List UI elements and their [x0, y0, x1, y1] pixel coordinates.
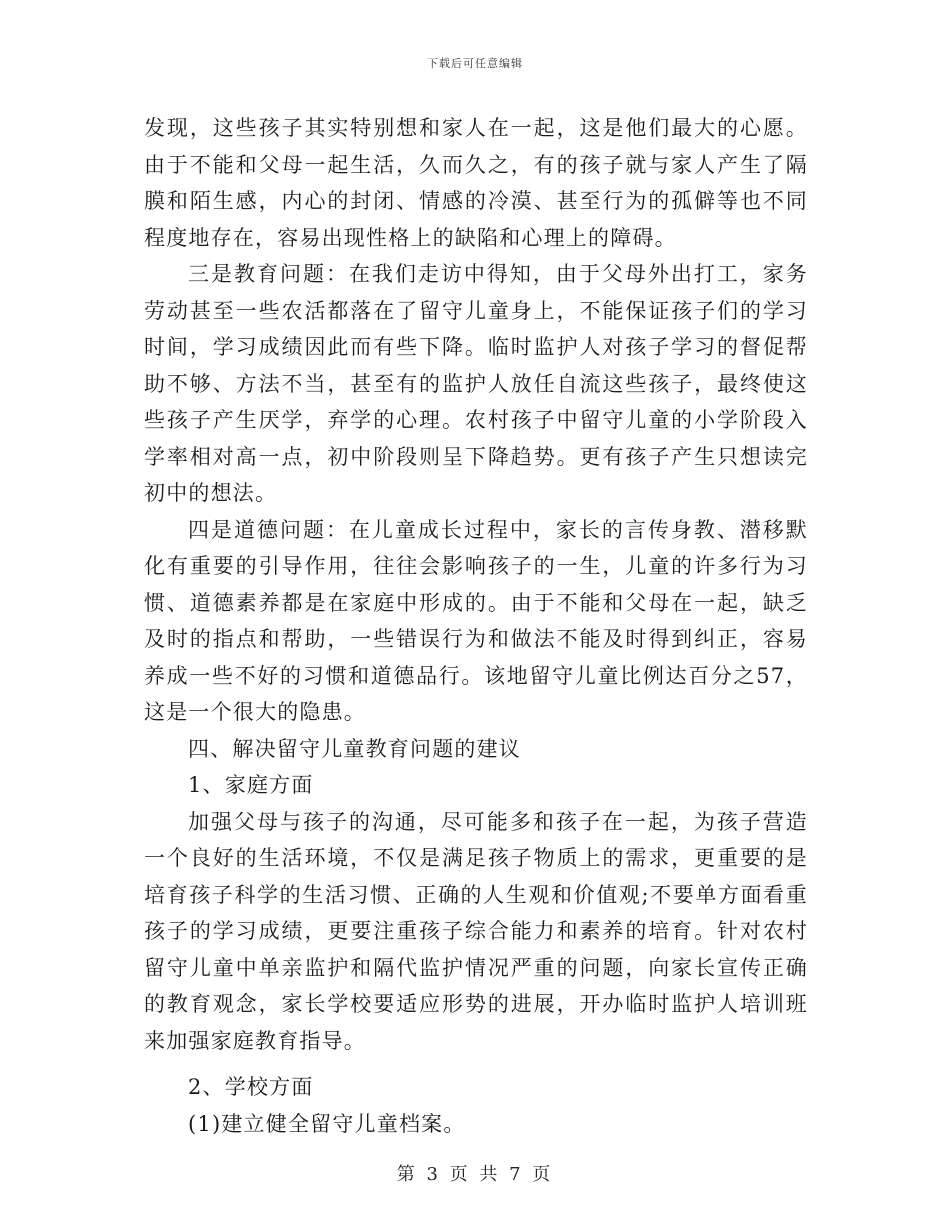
paragraph-family: 加强父母与孩子的沟通，尽可能多和孩子在一起，为孩子营造一个良好的生活环境，不仅是满足孩子物质上的需求，更重要的是培育孩子科学的生活习惯、正确的人生观和价值观;不要单方面看重孩子的学习成绩，更要注重孩子综合能力和素养的培育。针对农村留守儿童中单亲监护和隔代监护情况严重的问题，向家长宣传正确的教育观念，家长学校要适应形势的进展，开办临时监护人培训班来加强家庭教育指导。 — [144, 809, 808, 1053]
document-body — [144, 110, 808, 1142]
list-item-school-records: (1)建立健全留守儿童档案。 — [188, 1111, 466, 1136]
page-footer: 第 3 页 共 7 页 — [396, 1164, 554, 1185]
paragraph-continuation: 发现，这些孩子其实特别想和家人在一起，这是他们最大的心愿。由于不能和父母一起生活，久而久之，有的孩子就与家人产生了隔膜和陌生感，内心的封闭、情感的冷漠、甚至行为的孤僻等也不同程度地存在，容易出现性格上的缺陷和心理上的障碍。 — [144, 116, 808, 250]
section-heading-suggestions: 四、解决留守儿童教育问题的建议 — [188, 736, 521, 761]
subheading-school: 2、学校方面 — [188, 1075, 314, 1099]
paragraph-education-problem: 三是教育问题：在我们走访中得知，由于父母外出打工，家务劳动甚至一些农活都落在了留守儿童身上，不能保证孩子们的学习时间，学习成绩因此而有些下降。临时监护人对孩子学习的督促帮助不够、方法不当，甚至有的监护人放任自流这些孩子，最终使这些孩子产生厌学，弃学的心理。农村孩子中留守儿童的小学阶段入学率相对高一点，初中阶段则呈下降趋势。更有孩子产生只想读完初中的想法。 — [144, 262, 808, 505]
page-header: 下载后可任意编辑 — [427, 57, 523, 70]
subheading-family: 1、家庭方面 — [188, 773, 314, 797]
paragraph-moral-problem: 四是道德问题：在儿童成长过程中，家长的言传身教、潜移默化有重要的引导作用，往往会影响孩子的一生，儿童的许多行为习惯、道德素养都是在家庭中形成的。由于不能和父母在一起，缺乏及时的指点和帮助，一些错误行为和做法不能及时得到纠正，容易养成一些不好的习惯和道德品行。该地留守儿童比例达百分之57，这是一个很大的隐患。 — [144, 517, 808, 724]
